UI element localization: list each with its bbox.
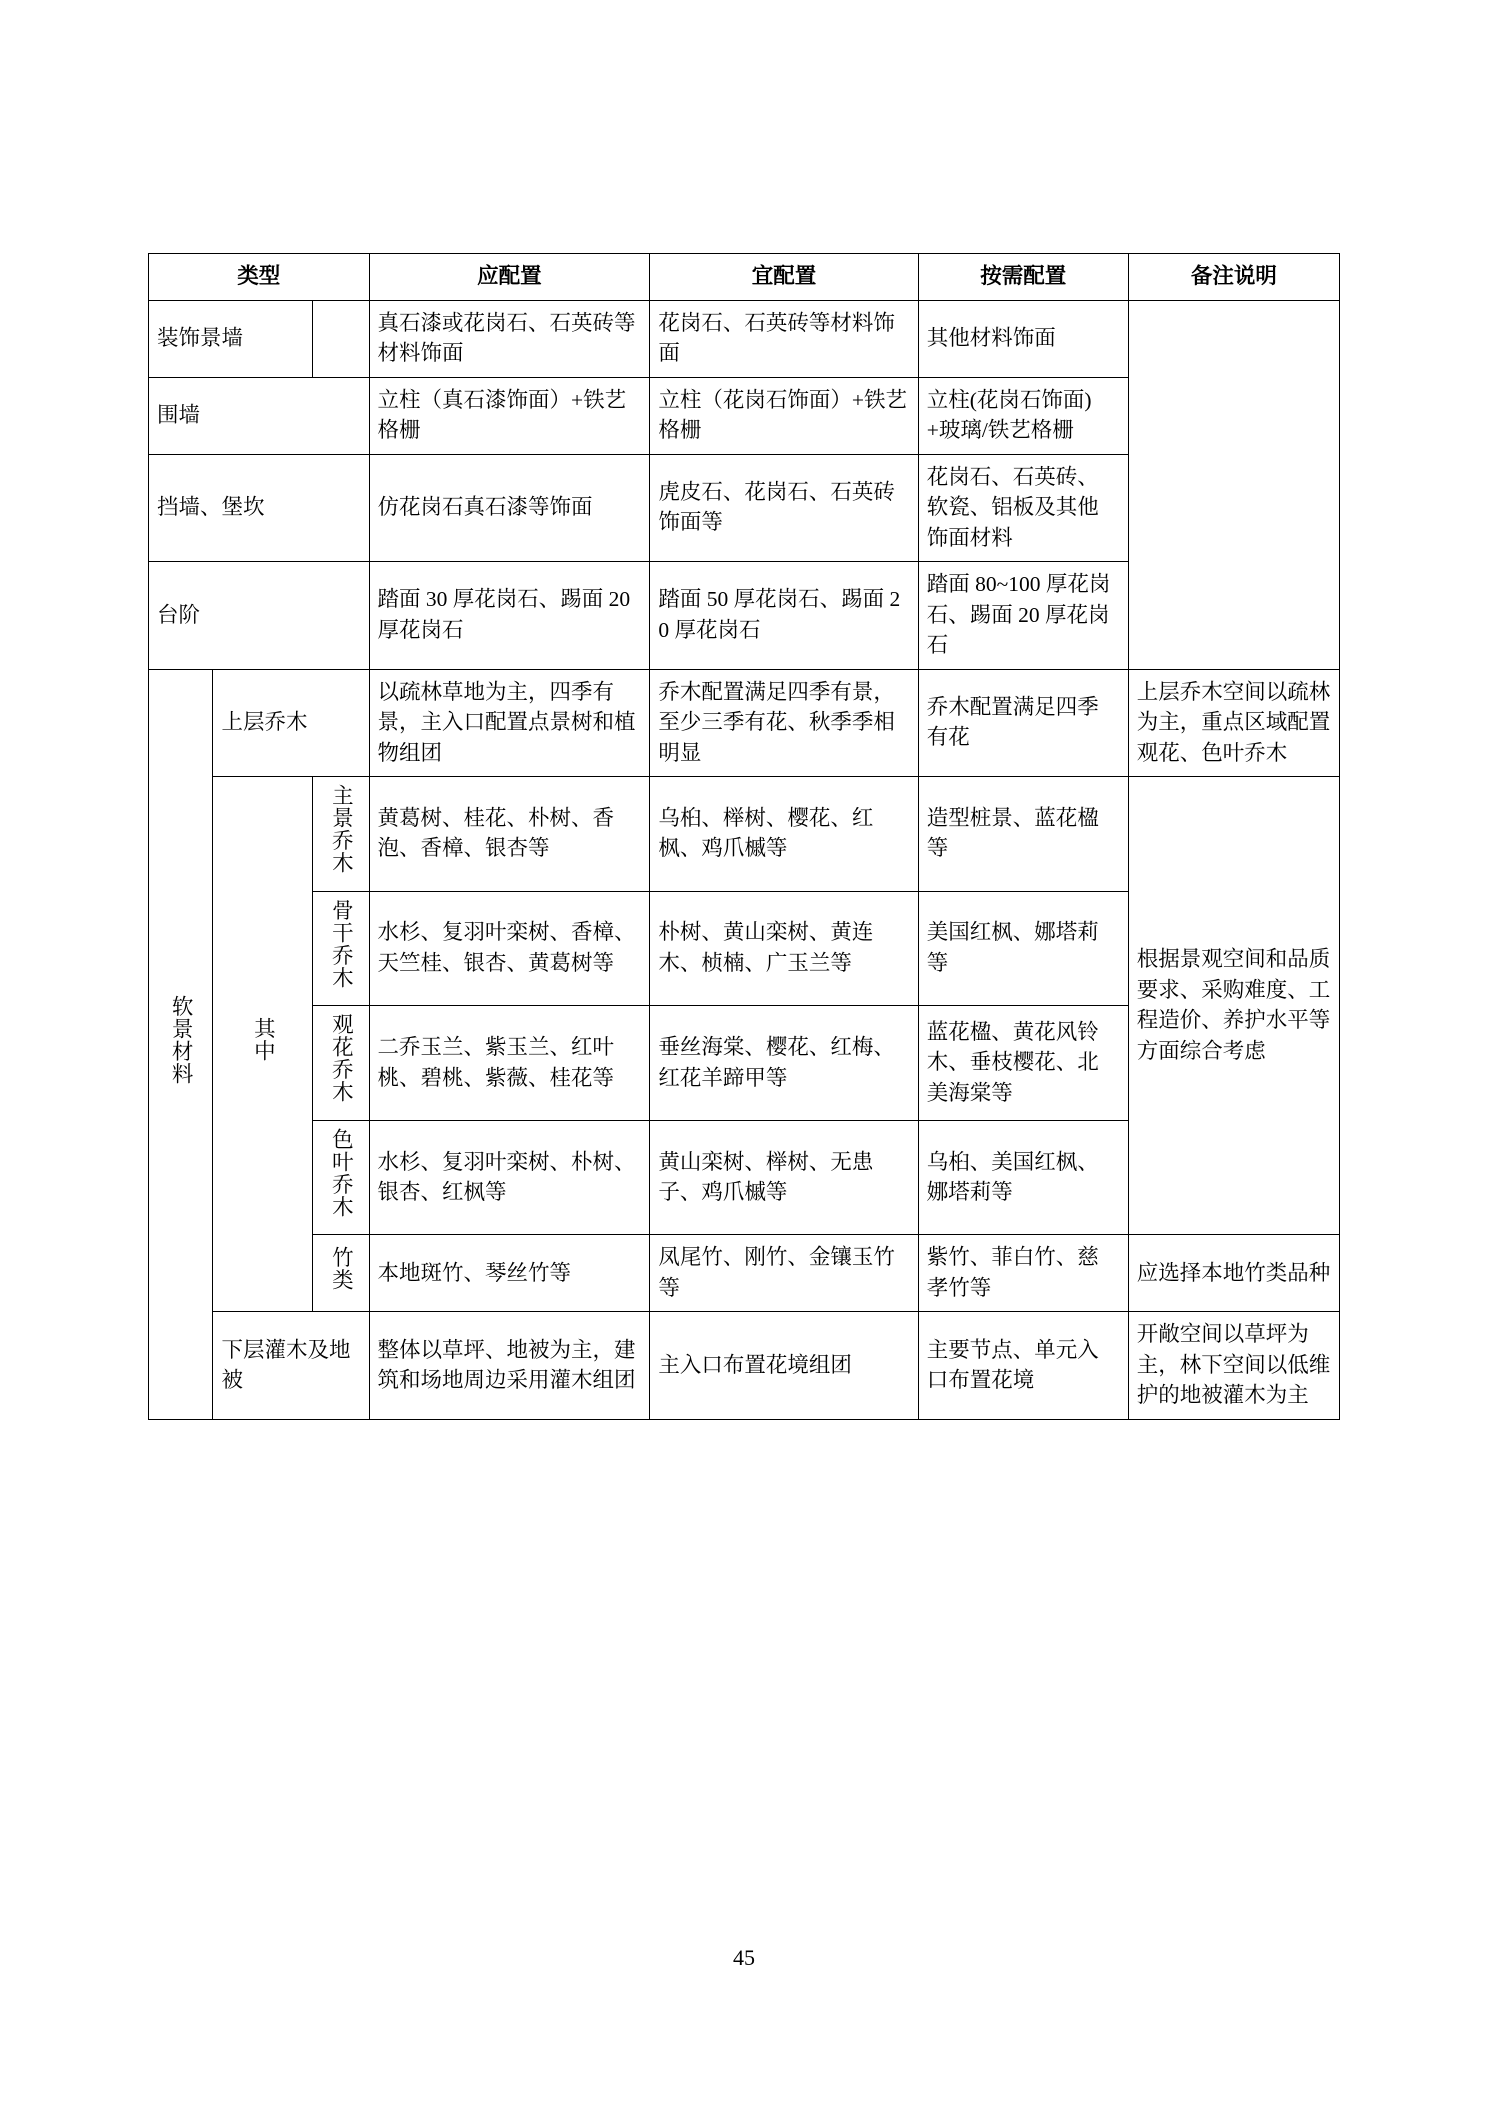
cell-suitable: 立柱（花岗石饰面）+铁艺格栅 <box>650 377 918 454</box>
row-label-decorative-wall: 装饰景墙 <box>149 300 313 377</box>
cell-remark: 根据景观空间和品质要求、采购难度、工程造价、养护水平等方面综合考虑 <box>1128 777 1339 1235</box>
cell-ondemand: 立柱(花岗石饰面)+玻璃/铁艺格栅 <box>918 377 1128 454</box>
cell-ondemand: 花岗石、石英砖、软瓷、铝板及其他饰面材料 <box>918 454 1128 562</box>
row-label-steps: 台阶 <box>149 562 370 670</box>
table-row <box>149 777 1340 892</box>
cell-suitable: 垂丝海棠、樱花、红梅、红花羊蹄甲等 <box>650 1006 918 1121</box>
header-suitable-configure: 宜配置 <box>650 254 918 301</box>
cell-ondemand: 造型桩景、蓝花楹等 <box>918 777 1128 892</box>
subgroup-label-among-which: 其中 <box>213 777 313 1312</box>
row-label-colored-leaf-tree: 色叶乔木 <box>313 1120 369 1235</box>
cell-suitable: 踏面 50 厚花岗石、踢面 20 厚花岗石 <box>650 562 918 670</box>
spacer-cell <box>313 300 369 377</box>
table-row <box>149 300 1340 377</box>
cell-suitable: 虎皮石、花岗石、石英砖饰面等 <box>650 454 918 562</box>
cell-suitable: 朴树、黄山栾树、黄连木、桢楠、广玉兰等 <box>650 891 918 1006</box>
row-label-retaining-wall: 挡墙、堡坎 <box>149 454 370 562</box>
cell-should: 整体以草坪、地被为主，建筑和场地周边采用灌木组团 <box>369 1312 650 1420</box>
cell-ondemand: 美国红枫、娜塔莉等 <box>918 891 1128 1006</box>
cell-should: 仿花岗石真石漆等饰面 <box>369 454 650 562</box>
row-label-fence-wall: 围墙 <box>149 377 370 454</box>
cell-should: 立柱（真石漆饰面）+铁艺格栅 <box>369 377 650 454</box>
cell-ondemand: 踏面 80~100 厚花岗石、踢面 20 厚花岗石 <box>918 562 1128 670</box>
specification-table <box>148 253 1340 1420</box>
row-label-upper-tree: 上层乔木 <box>213 669 369 777</box>
specification-table-container <box>148 253 1340 1420</box>
cell-should: 黄葛树、桂花、朴树、香泡、香樟、银杏等 <box>369 777 650 892</box>
page-number: 45 <box>733 1945 755 1970</box>
cell-ondemand: 乔木配置满足四季有花 <box>918 669 1128 777</box>
cell-ondemand: 紫竹、菲白竹、慈孝竹等 <box>918 1235 1128 1312</box>
table-row <box>149 1235 1340 1312</box>
cell-suitable: 花岗石、石英砖等材料饰面 <box>650 300 918 377</box>
cell-remark: 开敞空间以草坪为主，林下空间以低维护的地被灌木为主 <box>1128 1312 1339 1420</box>
table-row <box>149 669 1340 777</box>
cell-suitable: 乌桕、榉树、樱花、红枫、鸡爪槭等 <box>650 777 918 892</box>
cell-suitable: 凤尾竹、刚竹、金镶玉竹等 <box>650 1235 918 1312</box>
table-header-row <box>149 254 1340 301</box>
header-should-configure: 应配置 <box>369 254 650 301</box>
cell-remark: 上层乔木空间以疏林为主，重点区域配置观花、色叶乔木 <box>1128 669 1339 777</box>
cell-should: 以疏林草地为主，四季有景，主入口配置点景树和植物组团 <box>369 669 650 777</box>
cell-ondemand: 主要节点、单元入口布置花境 <box>918 1312 1128 1420</box>
header-type: 类型 <box>149 254 370 301</box>
cell-ondemand: 蓝花楹、黄花风铃木、垂枝樱花、北美海棠等 <box>918 1006 1128 1121</box>
cell-suitable: 黄山栾树、榉树、无患子、鸡爪槭等 <box>650 1120 918 1235</box>
row-label-bamboo: 竹类 <box>313 1235 369 1312</box>
cell-should: 踏面 30 厚花岗石、踢面 20 厚花岗石 <box>369 562 650 670</box>
cell-should: 水杉、复羽叶栾树、朴树、银杏、红枫等 <box>369 1120 650 1235</box>
cell-should: 二乔玉兰、紫玉兰、红叶桃、碧桃、紫薇、桂花等 <box>369 1006 650 1121</box>
group-label-soft-landscape: 软景材料 <box>149 669 213 1419</box>
cell-should: 本地斑竹、琴丝竹等 <box>369 1235 650 1312</box>
row-label-lower-shrub-groundcover: 下层灌木及地被 <box>213 1312 369 1420</box>
table-row <box>149 1312 1340 1420</box>
row-label-flowering-tree: 观花乔木 <box>313 1006 369 1121</box>
row-label-main-scenery-tree: 主景乔木 <box>313 777 369 892</box>
row-label-backbone-tree: 骨干乔木 <box>313 891 369 1006</box>
cell-suitable: 主入口布置花境组团 <box>650 1312 918 1420</box>
header-remark: 备注说明 <box>1128 254 1339 301</box>
cell-remark <box>1128 300 1339 669</box>
header-ondemand-configure: 按需配置 <box>918 254 1128 301</box>
cell-remark: 应选择本地竹类品种 <box>1128 1235 1339 1312</box>
cell-should: 真石漆或花岗石、石英砖等材料饰面 <box>369 300 650 377</box>
cell-suitable: 乔木配置满足四季有景，至少三季有花、秋季季相明显 <box>650 669 918 777</box>
cell-should: 水杉、复羽叶栾树、香樟、天竺桂、银杏、黄葛树等 <box>369 891 650 1006</box>
cell-ondemand: 乌桕、美国红枫、娜塔莉等 <box>918 1120 1128 1235</box>
cell-ondemand: 其他材料饰面 <box>918 300 1128 377</box>
